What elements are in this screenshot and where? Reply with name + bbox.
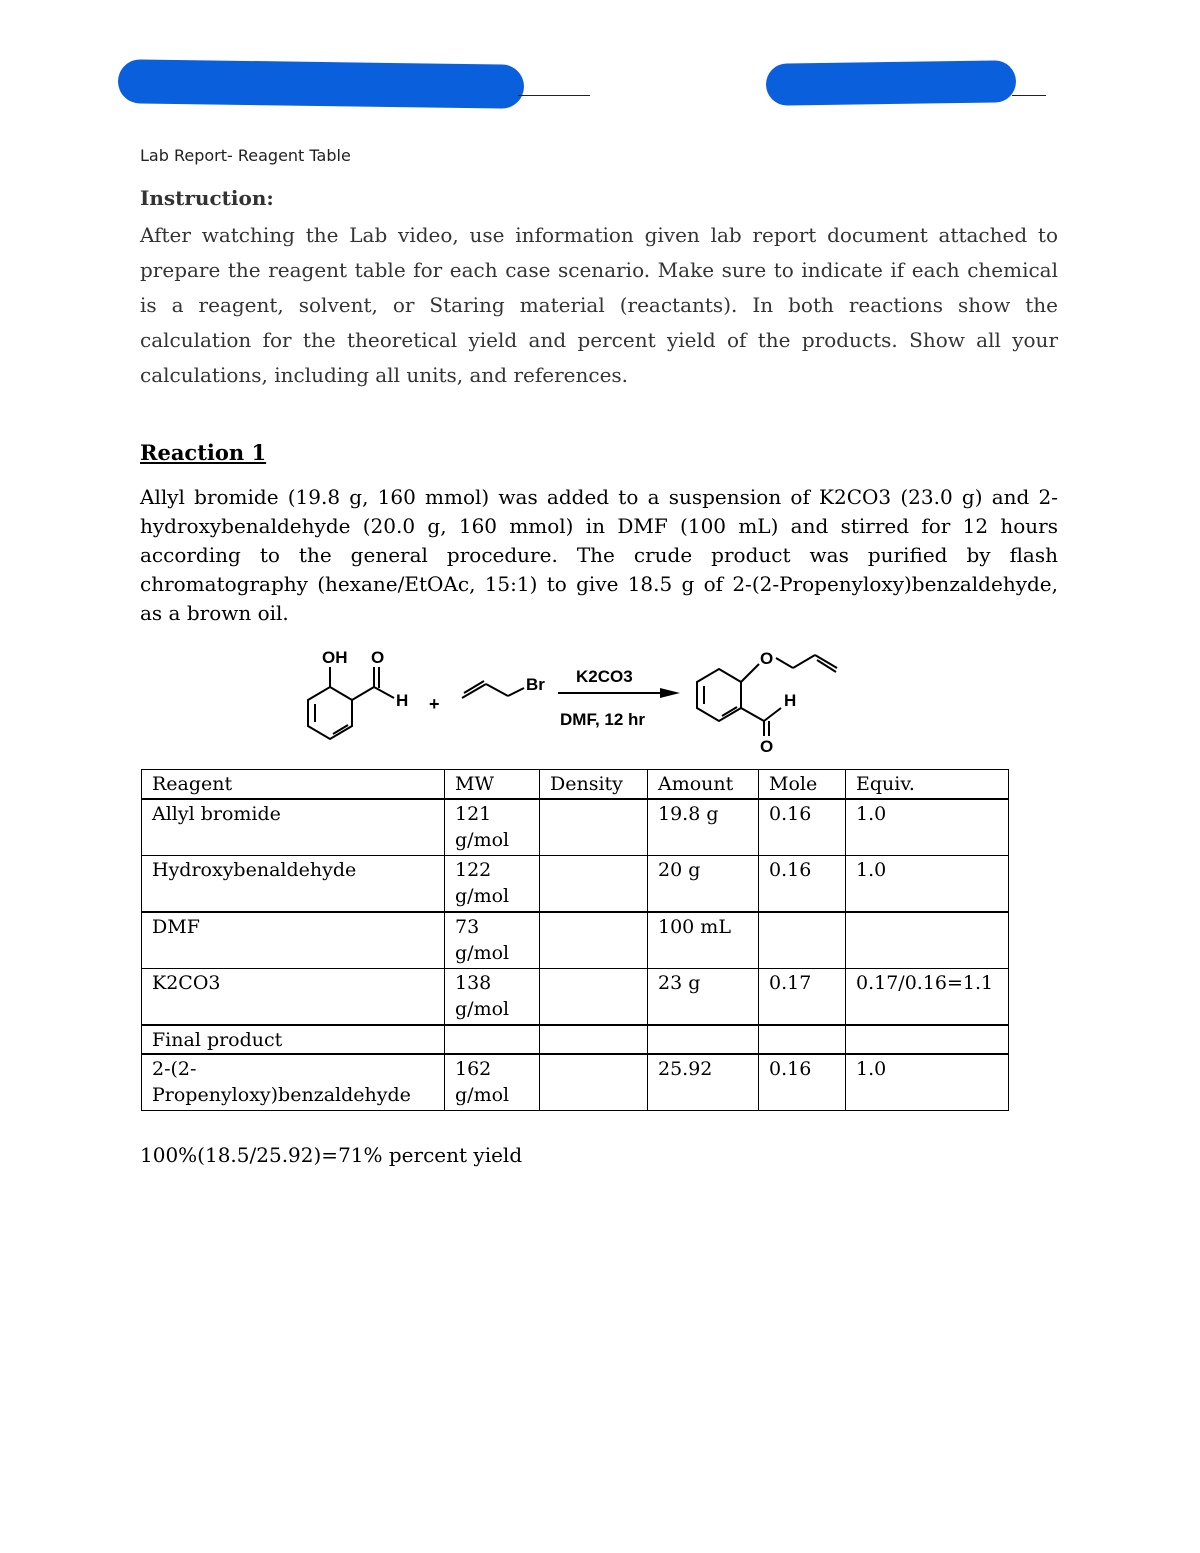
- percent-yield-calculation: 100%(18.5/25.92)=71% percent yield: [140, 1143, 523, 1167]
- cell-mw: 138 g/mol: [445, 969, 540, 1026]
- table-header-row: [142, 770, 1009, 800]
- header-mw: MW: [445, 770, 540, 800]
- cell-reagent: 2-(2-Propenyloxy)benzaldehyde: [142, 1054, 445, 1111]
- header-reagent: Reagent: [142, 770, 445, 800]
- arrow-reagent-label: K2CO3: [576, 667, 633, 686]
- cell-mole: 0.16: [759, 799, 846, 856]
- product-h-label: H: [784, 691, 797, 710]
- aldehyde-h-label: H: [396, 691, 409, 710]
- table-row: [142, 912, 1009, 969]
- cell-mole: [759, 912, 846, 969]
- table-row: [142, 969, 1009, 1026]
- cell-mole: 0.16: [759, 1054, 846, 1111]
- cell-density: [540, 799, 648, 856]
- reaction-1-description: Allyl bromide (19.8 g, 160 mmol) was added to a suspension of K2CO3 (23.0 g) and 2-hydroxybenaldehyde (20.0 g, 160 mmol) in DMF (100 mL) and stirred for 12 hours according to the general procedure. The crude product was purified by flash chromatography (hexane/EtOAc, 15:1) to give 18.5 g of 2-(2-Propenyloxy)benzaldehyde, as a brown oil.: [140, 485, 1058, 625]
- empty-cell: [648, 1025, 759, 1054]
- instruction-text: After watching the Lab video, use information given lab report document attached to prepare the reagent table for each case scenario. Make sure to indicate if each chemical is a reagent, solvent, or Staring material (reactants). In both reactions show the calculation for the theoretical yield and percent yield of the products. Show all your calculations, including all units, and references.: [140, 223, 1058, 387]
- product-ether-o-label: O: [760, 649, 774, 668]
- cell-reagent: K2CO3: [142, 969, 445, 1026]
- cell-amount: 100 mL: [648, 912, 759, 969]
- cell-mw: 121 g/mol: [445, 799, 540, 856]
- cell-mw: 122 g/mol: [445, 856, 540, 913]
- reaction-1-heading: Reaction 1: [140, 440, 267, 465]
- cell-equiv: 1.0: [846, 1054, 1009, 1111]
- cell-density: [540, 856, 648, 913]
- final-product-section-row: [142, 1025, 1009, 1054]
- reaction-scheme: [296, 640, 856, 755]
- cell-equiv: 0.17/0.16=1.1: [846, 969, 1009, 1026]
- product-carbonyl-o-label: O: [760, 737, 774, 755]
- cell-density: [540, 969, 648, 1026]
- header-density: Density: [540, 770, 648, 800]
- reaction-arrowhead: [660, 688, 680, 698]
- empty-cell: [540, 1025, 648, 1054]
- cell-amount: 25.92: [648, 1054, 759, 1111]
- plus-sign: +: [429, 694, 440, 714]
- cell-equiv: 1.0: [846, 856, 1009, 913]
- instruction-heading: Instruction:: [140, 186, 274, 210]
- table-row: [142, 856, 1009, 913]
- cell-reagent: DMF: [142, 912, 445, 969]
- cell-mole: 0.16: [759, 856, 846, 913]
- cell-amount: 20 g: [648, 856, 759, 913]
- product-row: [142, 1054, 1009, 1111]
- cell-amount: 19.8 g: [648, 799, 759, 856]
- aldehyde-o-label: O: [371, 648, 385, 667]
- empty-cell: [846, 1025, 1009, 1054]
- document-title: Lab Report- Reagent Table: [140, 146, 351, 165]
- header-amount: Amount: [648, 770, 759, 800]
- table-row: [142, 799, 1009, 856]
- allyl-bromide-structure: [462, 681, 524, 698]
- reagent-table: [141, 769, 1009, 1111]
- cell-mw: 73 g/mol: [445, 912, 540, 969]
- name-underline: [518, 95, 590, 96]
- cell-equiv: [846, 912, 1009, 969]
- cell-mw: 162 g/mol: [445, 1054, 540, 1111]
- cell-density: [540, 912, 648, 969]
- cell-reagent: Allyl bromide: [142, 799, 445, 856]
- redacted-date-field: [766, 60, 1017, 105]
- br-label: Br: [526, 675, 545, 694]
- header-mole: Mole: [759, 770, 846, 800]
- empty-cell: [759, 1025, 846, 1054]
- final-product-label: Final product: [142, 1025, 445, 1054]
- date-underline: [1012, 95, 1046, 96]
- cell-amount: 23 g: [648, 969, 759, 1026]
- header-equiv: Equiv.: [846, 770, 1009, 800]
- cell-equiv: 1.0: [846, 799, 1009, 856]
- salicylaldehyde-structure: [308, 667, 394, 739]
- arrow-conditions-label: DMF, 12 hr: [560, 710, 646, 729]
- cell-mole: 0.17: [759, 969, 846, 1026]
- oh-label: OH: [322, 648, 348, 667]
- cell-density: [540, 1054, 648, 1111]
- redacted-name-field: [118, 59, 525, 109]
- empty-cell: [445, 1025, 540, 1054]
- cell-reagent: Hydroxybenaldehyde: [142, 856, 445, 913]
